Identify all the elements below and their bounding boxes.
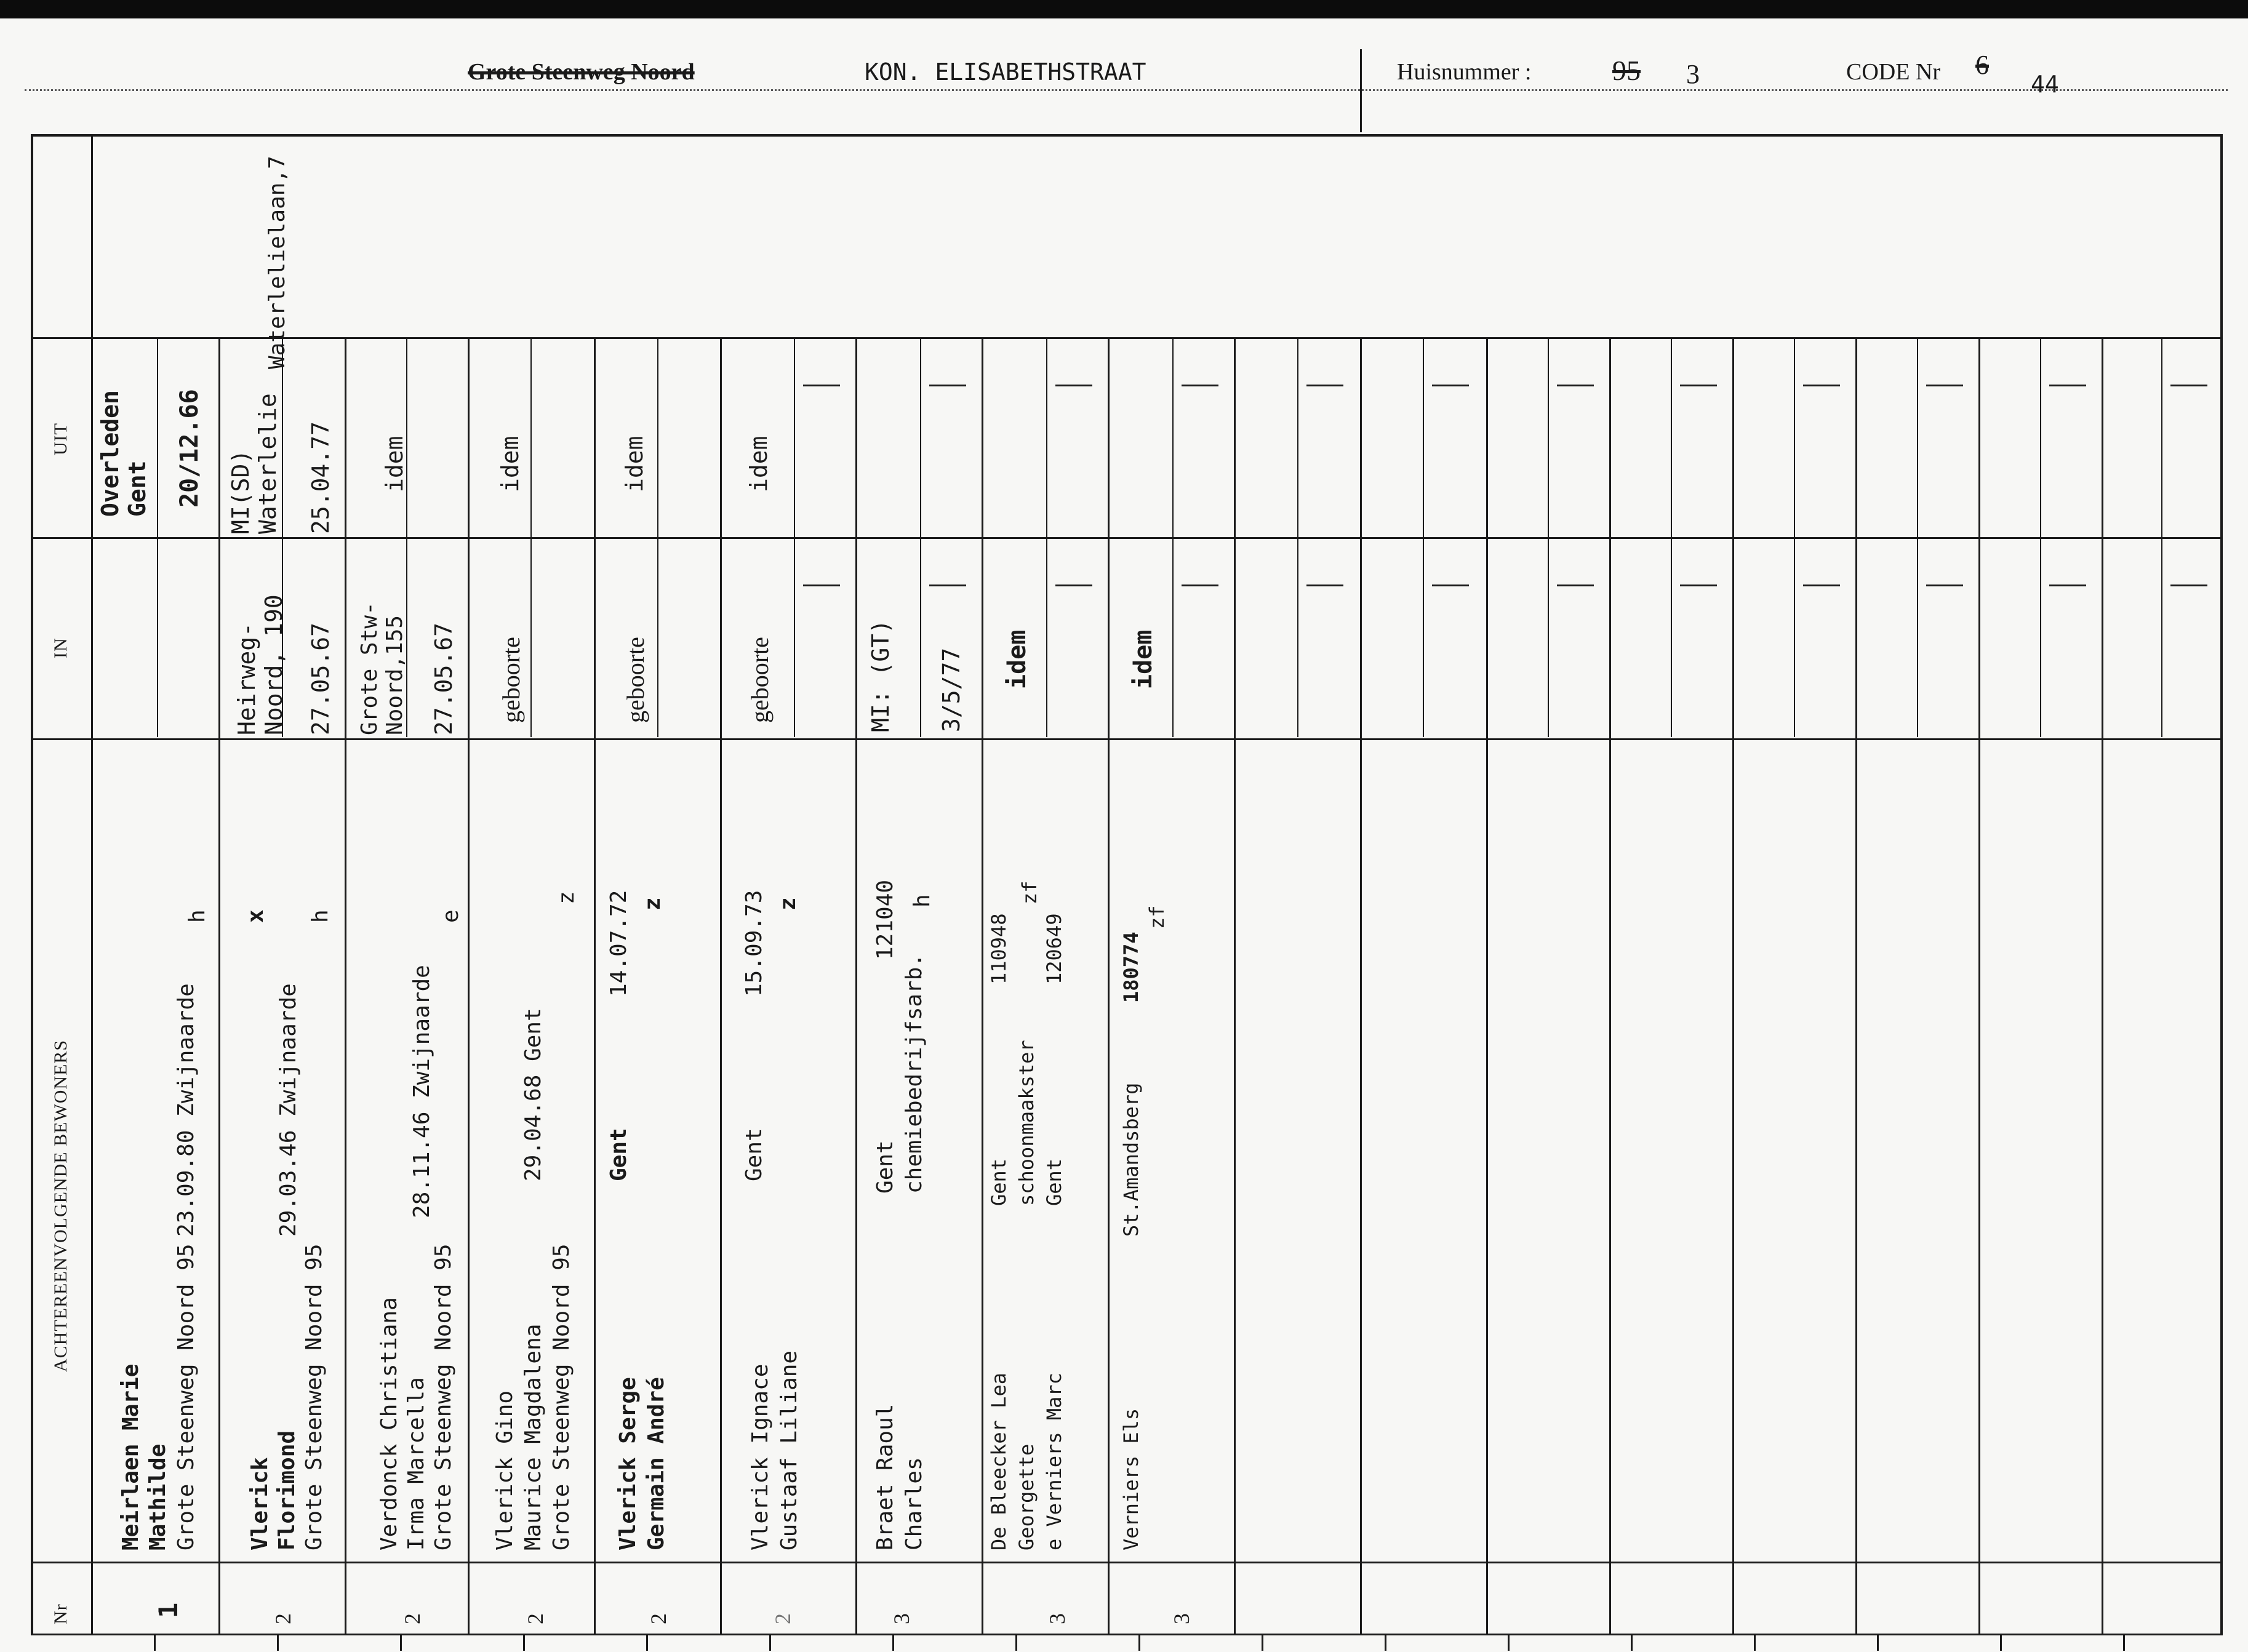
row-3-birth: 28.11.46 Zwijnaarde bbox=[409, 965, 434, 1218]
label-in: IN bbox=[50, 637, 71, 658]
row-8-extra-place: Gent bbox=[1042, 1158, 1066, 1206]
row-9-line-1: Verniers Els bbox=[1119, 1408, 1143, 1550]
row-3-in-place: Grote Stw- Noord,155 bbox=[357, 602, 408, 735]
row-3-uit-place: idem bbox=[381, 436, 408, 492]
in-section-top bbox=[31, 537, 2222, 539]
row-6-code: z bbox=[775, 897, 801, 911]
sub-column-divider bbox=[2161, 337, 2162, 537]
row-8-birth-place: Gent bbox=[987, 1158, 1010, 1206]
sub-column-divider bbox=[1297, 337, 1298, 537]
row-7-code: h bbox=[910, 894, 935, 908]
top-note: Waterlelielaan,7 bbox=[265, 156, 290, 369]
table-right-border bbox=[2220, 134, 2223, 1635]
bottom-tick bbox=[1508, 1634, 1510, 1651]
huisnummer-label: Huisnummer : bbox=[1397, 59, 1532, 85]
row-7-line-2: Charles bbox=[902, 1457, 927, 1550]
row-1-uit-place: Overleden Gent bbox=[97, 390, 151, 517]
column-divider bbox=[468, 337, 470, 1634]
bottom-tick bbox=[523, 1634, 525, 1651]
row-3-in-date: 27.05.67 bbox=[430, 622, 457, 735]
sub-column-divider bbox=[1046, 537, 1047, 737]
row-9-birth-place: St.Amandsberg bbox=[1119, 1082, 1143, 1237]
row-8-in-place: idem bbox=[1003, 629, 1031, 689]
bottom-tick bbox=[154, 1634, 156, 1651]
row-2-line-3: Grote Steenweg Noord 95 bbox=[302, 1243, 327, 1550]
row-3-code: e bbox=[438, 909, 463, 923]
row-2-uit-date: 25.04.77 bbox=[307, 421, 334, 534]
row-8-line-2: Georgette bbox=[1015, 1443, 1038, 1550]
row-9-code: zf bbox=[1145, 905, 1169, 929]
row-9-in-place: idem bbox=[1129, 629, 1158, 689]
table-bottom-border bbox=[31, 1634, 2222, 1635]
row-8-nr: 3 bbox=[1045, 1613, 1070, 1624]
sub-column-divider bbox=[1423, 337, 1424, 537]
row-4-uit-place: idem bbox=[497, 436, 524, 492]
row-5-birth-place: Gent bbox=[606, 1128, 631, 1181]
bottom-tick bbox=[1754, 1634, 1756, 1651]
huisnummer-old: 95 bbox=[1612, 55, 1641, 86]
row-4-nr: 2 bbox=[523, 1613, 548, 1624]
bottom-tick bbox=[277, 1634, 279, 1651]
column-divider bbox=[1234, 337, 1236, 1634]
empty-cell-dash bbox=[1926, 585, 1963, 586]
bottom-tick bbox=[1262, 1634, 1263, 1651]
sub-column-divider bbox=[1671, 537, 1672, 737]
row-3-line-1: Verdonck Christiana bbox=[377, 1297, 402, 1550]
empty-cell-dash bbox=[1306, 585, 1343, 586]
table-top-border bbox=[31, 134, 2222, 137]
sub-column-divider bbox=[2161, 537, 2162, 737]
sub-column-divider bbox=[1917, 337, 1918, 537]
column-divider bbox=[1360, 337, 1362, 1634]
empty-cell-dash bbox=[1557, 585, 1594, 586]
empty-cell-dash bbox=[1680, 585, 1717, 586]
label-bewoners: ACHTEREENVOLGENDE BEWONERS bbox=[50, 1039, 71, 1372]
row-8-occupation: schoonmaakster bbox=[1015, 1040, 1038, 1206]
column-divider bbox=[1609, 337, 1611, 1634]
header-divider bbox=[1360, 49, 1362, 132]
row-2-code: h bbox=[308, 909, 333, 923]
bottom-tick bbox=[1631, 1634, 1633, 1651]
row-1-code: h bbox=[185, 909, 210, 923]
empty-cell-dash bbox=[2049, 585, 2086, 586]
row-9-birth-date: 180774 bbox=[1119, 932, 1143, 1003]
sub-column-divider bbox=[530, 537, 532, 737]
bottom-tick bbox=[1138, 1634, 1140, 1651]
bewoners-section-top bbox=[31, 738, 2222, 740]
empty-cell-dash bbox=[2049, 385, 2086, 386]
sub-column-divider bbox=[1794, 337, 1795, 537]
label-nr: Nr bbox=[50, 1603, 71, 1624]
uit-section-top bbox=[31, 337, 2222, 339]
row-1-nr: 1 bbox=[153, 1602, 183, 1618]
sub-column-divider bbox=[530, 337, 532, 537]
row-2-birth: 29.03.46 Zwijnaarde bbox=[276, 983, 301, 1237]
empty-cell-dash bbox=[2170, 585, 2207, 586]
row-1-line-1: Meirlaen Marie bbox=[118, 1363, 143, 1550]
row-3-line-3: Grote Steenweg Noord 95 bbox=[431, 1243, 456, 1550]
row-5-in-place: geboorte bbox=[622, 637, 649, 723]
row-1-line-3: Grote Steenweg Noord 95 bbox=[174, 1243, 199, 1550]
row-1-line-2: Mathilde bbox=[145, 1443, 170, 1550]
row-2-line-1: Vlerick bbox=[247, 1457, 273, 1550]
row-4-code: z bbox=[554, 891, 579, 904]
sub-column-divider bbox=[157, 537, 158, 737]
row-2-uit-place: MI(SD) Waterlelie bbox=[227, 393, 281, 534]
column-divider bbox=[982, 337, 983, 1634]
row-6-nr: 2 bbox=[770, 1613, 795, 1624]
header-dotted-line bbox=[25, 89, 2228, 91]
bottom-tick bbox=[646, 1634, 648, 1651]
sub-column-divider bbox=[920, 337, 921, 537]
row-2-line-2: Florimond bbox=[274, 1430, 300, 1550]
sub-column-divider bbox=[1548, 537, 1549, 737]
row-3-line-2: Irma Marcella bbox=[404, 1377, 429, 1550]
sub-column-divider bbox=[794, 537, 795, 737]
empty-cell-dash bbox=[1055, 385, 1092, 386]
empty-cell-dash bbox=[2170, 385, 2207, 386]
column-divider bbox=[1732, 337, 1734, 1634]
empty-cell-dash bbox=[1182, 385, 1218, 386]
row-8-code: zf bbox=[1018, 880, 1041, 904]
empty-cell-dash bbox=[803, 385, 840, 386]
row-1-uit-date: 20/12.66 bbox=[175, 389, 204, 508]
row-6-in-place: geboorte bbox=[746, 637, 774, 723]
bottom-tick bbox=[1385, 1634, 1386, 1651]
row-6-birth-place: Gent bbox=[742, 1128, 767, 1181]
scan-top-border bbox=[0, 0, 2248, 18]
empty-cell-dash bbox=[1306, 385, 1343, 386]
sub-column-divider bbox=[920, 537, 921, 737]
code-label: CODE Nr bbox=[1846, 59, 1941, 85]
row-4-in-place: geboorte bbox=[497, 637, 525, 723]
sub-column-divider bbox=[2040, 537, 2041, 737]
empty-cell-dash bbox=[1055, 585, 1092, 586]
sub-column-divider bbox=[1297, 537, 1298, 737]
column-divider bbox=[218, 337, 220, 1634]
empty-cell-dash bbox=[929, 385, 966, 386]
row-5-uit-place: idem bbox=[621, 436, 648, 492]
label-column-divider bbox=[91, 134, 93, 1635]
sub-column-divider bbox=[1046, 337, 1047, 537]
row-4-line-3: Grote Steenweg Noord 95 bbox=[549, 1243, 574, 1550]
column-divider bbox=[1978, 337, 1980, 1634]
row-7-in-date: 3/5/77 bbox=[938, 647, 965, 732]
sub-column-divider bbox=[1917, 537, 1918, 737]
sub-column-divider bbox=[1794, 537, 1795, 737]
table-left-border bbox=[31, 134, 33, 1635]
sub-column-divider bbox=[1172, 337, 1174, 537]
row-4-line-2: Maurice Magdalena bbox=[521, 1323, 546, 1550]
bottom-tick bbox=[1877, 1634, 1879, 1651]
row-6-uit-place: idem bbox=[745, 436, 772, 492]
row-8-line-3: e Verniers Marc bbox=[1042, 1373, 1066, 1550]
sub-column-divider bbox=[2040, 337, 2041, 537]
bottom-tick bbox=[2000, 1634, 2002, 1651]
empty-cell-dash bbox=[1432, 385, 1469, 386]
bottom-tick bbox=[2123, 1634, 2125, 1651]
empty-cell-dash bbox=[1680, 385, 1717, 386]
column-divider bbox=[2102, 337, 2103, 1634]
label-uit: UIT bbox=[50, 423, 71, 455]
sub-column-divider bbox=[1548, 337, 1549, 537]
empty-cell-dash bbox=[929, 585, 966, 586]
row-3-nr: 2 bbox=[400, 1613, 425, 1624]
row-5-line-1: Vlerick Serge bbox=[615, 1377, 641, 1550]
column-divider bbox=[1108, 337, 1110, 1634]
street-old: Grote Steenweg Noord bbox=[468, 59, 695, 85]
column-divider bbox=[1486, 337, 1488, 1634]
nr-section-top bbox=[31, 1562, 2222, 1563]
row-8-birth-date: 110948 bbox=[987, 913, 1010, 984]
column-divider bbox=[720, 337, 722, 1634]
huisnummer-new: 3 bbox=[1686, 59, 1700, 89]
street-new: KON. ELISABETHSTRAAT bbox=[865, 58, 1146, 86]
row-6-line-2: Gustaaf Liliane bbox=[777, 1350, 802, 1550]
code-new: 44 bbox=[2031, 71, 2059, 98]
column-divider bbox=[1855, 337, 1857, 1634]
bottom-tick bbox=[1015, 1634, 1017, 1651]
code-old: 6 bbox=[1975, 50, 1989, 80]
row-2-mark: x bbox=[243, 909, 268, 923]
bottom-tick bbox=[400, 1634, 402, 1651]
bottom-tick bbox=[769, 1634, 771, 1651]
empty-cell-dash bbox=[1803, 585, 1840, 586]
row-5-nr: 2 bbox=[646, 1613, 671, 1624]
row-2-in-date: 27.05.67 bbox=[307, 622, 334, 735]
row-5-line-2: Germain André bbox=[644, 1377, 669, 1550]
sub-column-divider bbox=[1172, 537, 1174, 737]
row-7-occupation: chemiebedrijfsarb. bbox=[902, 953, 927, 1194]
row-7-birth-date: 121040 bbox=[873, 879, 898, 960]
column-divider bbox=[594, 337, 596, 1634]
sub-column-divider bbox=[157, 337, 158, 537]
sub-column-divider bbox=[657, 337, 658, 537]
empty-cell-dash bbox=[803, 585, 840, 586]
empty-cell-dash bbox=[1182, 585, 1218, 586]
sub-column-divider bbox=[794, 337, 795, 537]
row-7-line-1: Braet Raoul bbox=[873, 1403, 898, 1550]
row-7-birth-place: Gent bbox=[873, 1140, 898, 1194]
empty-cell-dash bbox=[1432, 585, 1469, 586]
row-6-birth-date: 15.09.73 bbox=[742, 890, 767, 997]
row-8-extra-date: 120649 bbox=[1042, 913, 1066, 984]
sub-column-divider bbox=[1671, 337, 1672, 537]
sub-column-divider bbox=[657, 537, 658, 737]
column-divider bbox=[855, 337, 857, 1634]
row-9-nr: 3 bbox=[1169, 1613, 1194, 1624]
empty-cell-dash bbox=[1926, 385, 1963, 386]
row-1-birth: 23.09.80 Zwijnaarde bbox=[174, 983, 199, 1237]
empty-cell-dash bbox=[1557, 385, 1594, 386]
row-7-nr: 3 bbox=[889, 1613, 914, 1624]
sub-column-divider bbox=[1423, 537, 1424, 737]
column-divider bbox=[345, 337, 346, 1634]
row-5-code: z bbox=[640, 897, 665, 911]
row-6-line-1: Vlerick Ignace bbox=[748, 1363, 773, 1550]
row-4-line-1: Vlerick Gino bbox=[492, 1390, 518, 1550]
row-4-birth: 29.04.68 Gent bbox=[521, 1008, 546, 1181]
row-7-in-place: MI: (GT) bbox=[867, 619, 894, 732]
row-5-birth-date: 14.07.72 bbox=[606, 890, 631, 997]
row-8-line-1: De Bleecker Lea bbox=[987, 1373, 1010, 1550]
row-2-nr: 2 bbox=[271, 1613, 295, 1624]
bottom-tick bbox=[892, 1634, 894, 1651]
row-2-in-place: Heirweg- Noord, 190 bbox=[233, 594, 287, 735]
empty-cell-dash bbox=[1803, 385, 1840, 386]
